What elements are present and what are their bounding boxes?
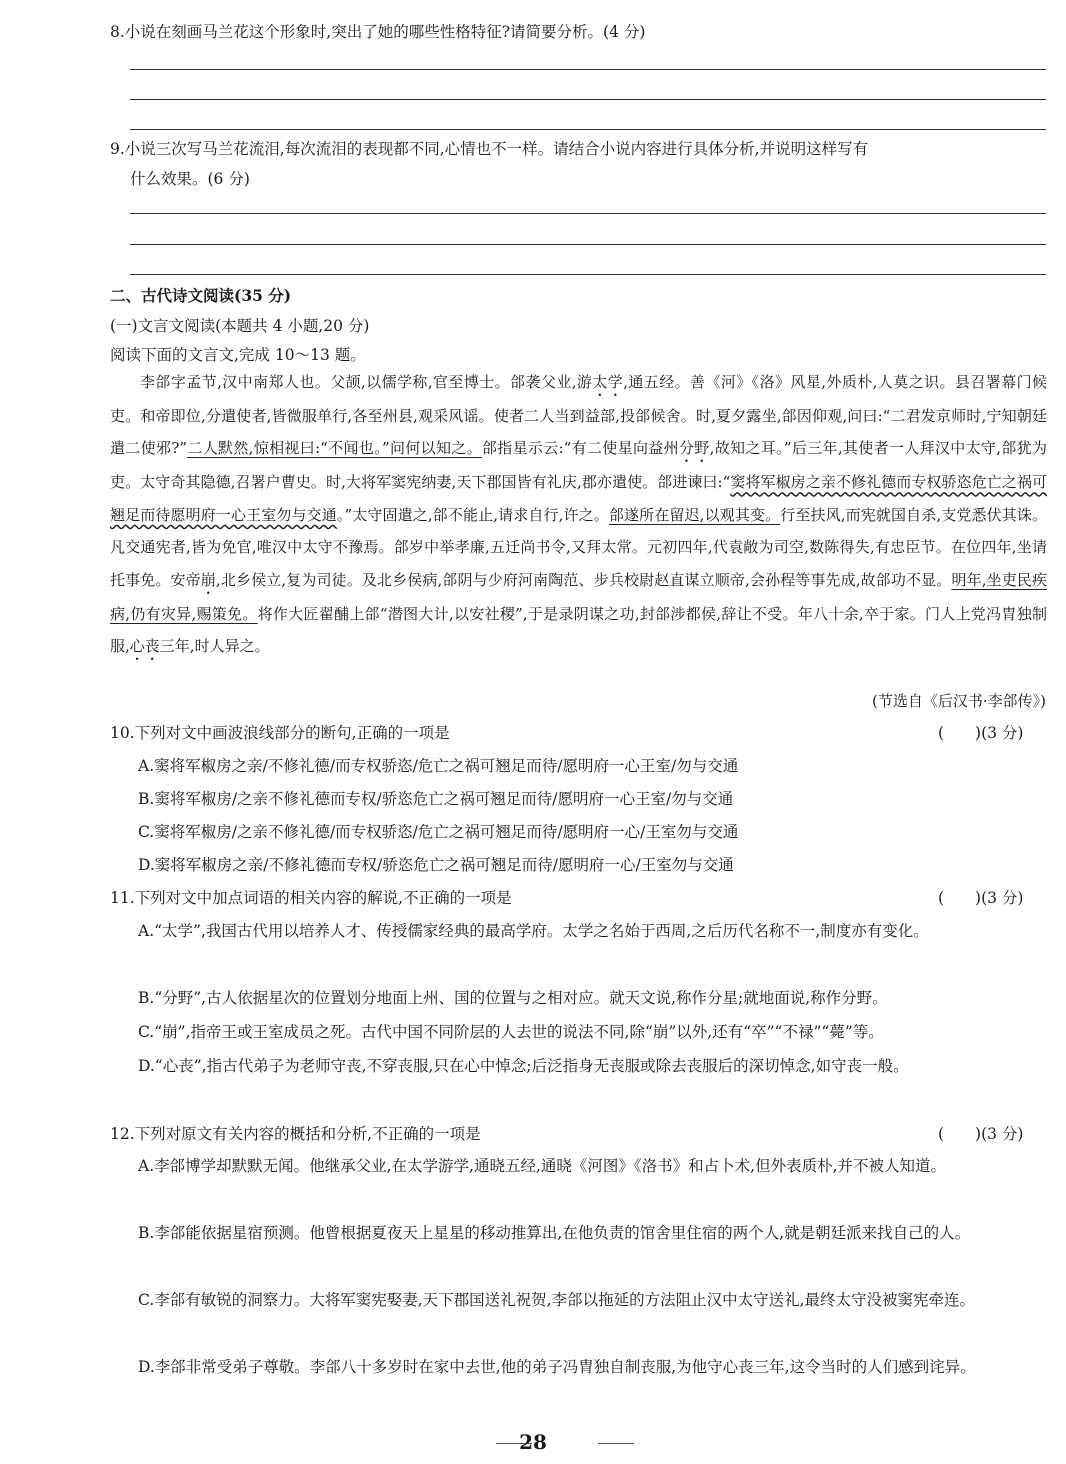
answer-bracket: ( )(3 分) <box>938 889 1024 907</box>
question-9-line2: 什么效果。(6 分) <box>130 170 250 188</box>
question-10-stem: 10.下列对文中画波浪线部分的断句,正确的一项是 <box>110 724 450 742</box>
section-title: 二、古代诗文阅读(35 分) <box>110 286 292 305</box>
question-8: 8.小说在刻画马兰花这个形象时,突出了她的哪些性格特征?请简要分析。(4 分) <box>110 23 646 41</box>
q11-option-a[interactable]: A.“太学”,我国古代用以培养人才、传授儒家经典的最高学府。太学之名始于西周,之后历代名称不一,制度亦有变化。 <box>138 922 929 940</box>
q12-option-b[interactable]: B.李郃能依据星宿预测。他曾根据夏夜天上星星的移动推算出,在他负责的馆舍里住宿的两个人,就是朝廷派来找自己的人。 <box>138 1224 971 1242</box>
q11-option-d[interactable]: D.“心丧”,指古代弟子为老师守丧,不穿丧服,只在心中悼念;后泛指身无丧服或除去丧服后的深切悼念,如守丧一般。 <box>138 1057 909 1075</box>
q12-option-a[interactable]: A.李郃博学却默默无闻。他继承父业,在太学游学,通晓五经,通晓《河图》《洛书》和占卜术,但外表质朴,并不被人知道。 <box>138 1157 947 1175</box>
answer-line <box>130 69 1046 70</box>
answer-bracket: ( )(3 分) <box>938 1125 1024 1143</box>
question-12-stem: 12.下列对原文有关内容的概括和分析,不正确的一项是 <box>110 1125 481 1143</box>
underlined-sentence: 郃遂所在留迟,以观其变。 <box>608 505 781 524</box>
answer-line <box>130 129 1046 130</box>
wavy-underlined-sentence: 窦将军椒房之亲不修礼德而专权骄恣危亡之祸可翘足而待愿明府一心王室勿与交通 <box>110 473 1047 524</box>
underlined-sentence: 明年,坐吏民疾病,仍有灾异,赐策免。 <box>110 570 1047 623</box>
instruction: 阅读下面的文言文,完成 10～13 题。 <box>110 346 366 364</box>
q10-option-d[interactable]: D.窦将军椒房之亲/不修礼德而专权/骄恣危亡之祸可翘足而待/愿明府一心/王室勿与交通 <box>138 856 734 874</box>
dotted-term: 心丧 <box>129 637 160 656</box>
dotted-term: 分野 <box>678 439 710 458</box>
q11-option-b[interactable]: B.“分野”,古人依据星次的位置划分地面上州、国的位置与之相对应。就天文说,称作分星;就地面说,称作分野。 <box>138 989 888 1007</box>
page-number: 28 <box>519 1430 547 1454</box>
q10-option-c[interactable]: C.窦将军椒房/之亲不修礼德/而专权骄恣/危亡之祸可翘足而待/愿明府一心/王室勿与交通 <box>138 823 739 841</box>
underlined-sentence: 二人默然,惊相视曰:“不闻也。”问何以知之。 <box>187 439 482 458</box>
answer-bracket: ( )(3 分) <box>938 724 1024 742</box>
footer-dash-right <box>598 1443 634 1444</box>
dotted-term: 崩 <box>200 570 216 589</box>
answer-line <box>130 244 1046 245</box>
q12-option-d[interactable]: D.李郃非常受弟子尊敬。李郃八十多岁时在家中去世,他的弟子冯胄独自制丧服,为他守心丧三年,这令当时的人们感到诧异。 <box>138 1358 976 1376</box>
answer-line <box>130 274 1046 275</box>
section-subtitle: (一)文言文阅读(本题共 4 小题,20 分) <box>110 317 370 335</box>
q11-option-c[interactable]: C.“崩”,指帝王或王室成员之死。古代中国不同阶层的人去世的说法不同,除“崩”以外,还有“卒”“不禄”“薨”等。 <box>138 1023 884 1041</box>
answer-line <box>130 213 1046 214</box>
answer-line <box>130 99 1046 100</box>
q10-option-b[interactable]: B.窦将军椒房/之亲不修礼德而专权/骄恣危亡之祸可翘足而待/愿明府一心王室/勿与交通 <box>138 790 734 808</box>
q12-option-c[interactable]: C.李郃有敏锐的洞察力。大将军窦宪娶妻,天下郡国送礼祝贺,李郃以拖延的方法阻止汉中太守送礼,最终太守没被窦宪牵连。 <box>138 1291 976 1309</box>
question-9-line1: 9.小说三次写马兰花流泪,每次流泪的表现都不同,心情也不一样。请结合小说内容进行具体分析,并说明这样写有 <box>110 140 869 158</box>
q10-option-a[interactable]: A.窦将军椒房之亲/不修礼德/而专权骄恣/危亡之祸可翘足而待/愿明府一心王室/勿与交通 <box>138 757 739 775</box>
passage-source: (节选自《后汉书·李郃传》) <box>872 692 1046 710</box>
question-11-stem: 11.下列对文中加点词语的相关内容的解说,不正确的一项是 <box>110 889 512 907</box>
classical-passage: 李郃字孟节,汉中南郑人也。父颉,以儒学称,官至博士。郃袭父业,游太学,通五经。善《河》《洛》风星,外质朴,人莫之识。县召署幕门候吏。和帝即位,分遣使者,皆微服单行,各至州县,观采风谣。使者二人当到益部,投郃候舍。时,夏夕露坐,郃因仰观,问曰:“二君发京师时,宁知朝廷遣二使邪?”二人默然,惊相视曰:“不闻也。”问何以知之。郃指星示云:“有二使星向益州分野,故知之耳。”后三年,其使者一人拜汉中太守,郃犹为吏。太守奇其隐德,召署户曹史。时,大将军窦宪纳妻,天下郡国皆有礼庆,郡亦遣使。郃进谏曰:“窦将军椒房之亲不修礼德而专权骄恣危亡之祸可翘足而待愿明府一心王室勿与交通。”太守固遣之,郃不能止,请求自行,许之。郃遂所在留迟,以观其变。行至扶风,而宪就国自杀,支党悉伏其诛。凡交通宪者,皆为免官,唯汉中太守不豫焉。郃岁中举孝廉,五迁尚书令,又拜太常。元初四年,代袁敞为司空,数陈得失,有忠臣节。在位四年,坐请托事免。安帝崩,北乡侯立,复为司徒。及北乡侯病,郃阴与少府河南陶范、步兵校尉赵直谋立顺帝,会孙程等事先成,故郃功不显。明年,坐吏民疾病,仍有灾异,赐策免。将作大匠翟酺上郃“潜图大计,以安社稷”,于是录阴谋之功,封郃涉都侯,辞让不受。年八十余,卒于家。门人上党冯胄独制服,心丧三年,时人异之。 <box>110 373 1048 656</box>
dotted-term: 太学 <box>592 373 624 391</box>
